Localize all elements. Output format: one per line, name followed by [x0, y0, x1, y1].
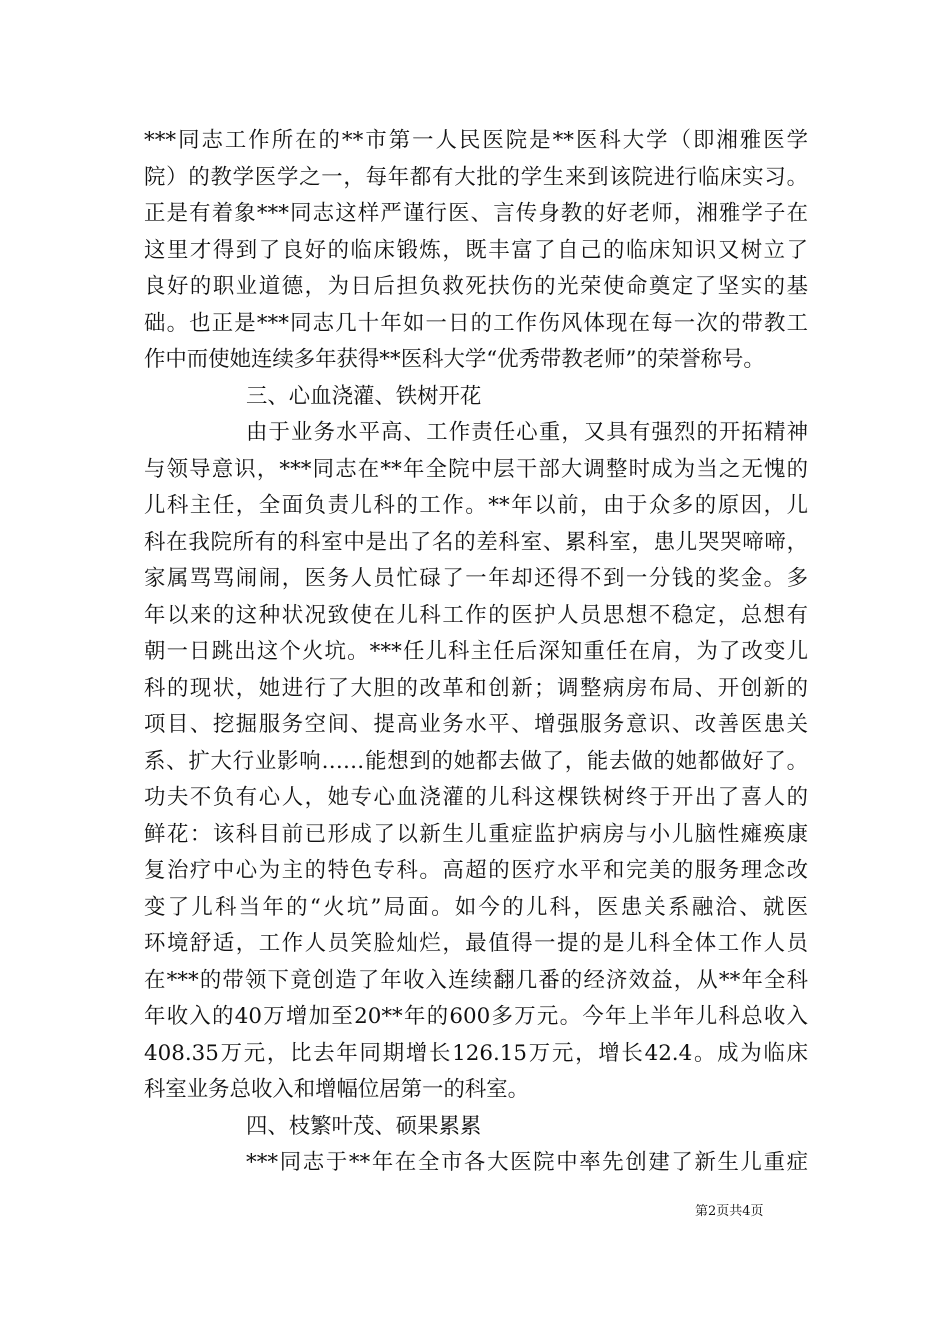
body-line: 这里才得到了良好的临床锻炼，既丰富了自己的临床知识又树立了: [144, 238, 808, 263]
page-number-footer: 第2页共4页: [695, 1204, 764, 1219]
body-line: 年收入的40万增加至20**年的600多万元。今年上半年儿科总收入: [144, 1004, 808, 1029]
body-line: 年以来的这种状况致使在儿科工作的医护人员思想不稳定，总想有: [144, 603, 808, 628]
body-line: 变了儿科当年的“火坑”局面。如今的儿科，医患关系融洽、就医: [144, 895, 808, 920]
paragraph-first-line: 由于业务水平高、工作责任心重，又具有强烈的开拓精神: [246, 420, 808, 445]
body-line: 朝一日跳出这个火坑。***任儿科主任后深知重任在肩，为了改变儿: [144, 639, 808, 664]
section-heading-3: 三、心血浇灌、铁树开花: [246, 384, 482, 409]
body-line: 作中而使她连续多年获得**医科大学“优秀带教老师”的荣誉称号。: [144, 347, 765, 372]
body-line: 科在我院所有的科室中是出了名的差科室、累科室，患儿哭哭啼啼，: [144, 530, 808, 555]
section-heading-4: 四、枝繁叶茂、硕果累累: [246, 1114, 482, 1139]
body-line: 在***的带领下竟创造了年收入连续翻几番的经济效益，从**年全科: [144, 968, 808, 993]
body-line: 科室业务总收入和增幅位居第一的科室。: [144, 1077, 530, 1102]
body-line: 儿科主任，全面负责儿科的工作。**年以前，由于众多的原因，儿: [144, 493, 808, 518]
body-line: 院）的教学医学之一，每年都有大批的学生来到该院进行临床实习。: [144, 165, 808, 190]
paragraph-first-line: ***同志于**年在全市各大医院中率先创建了新生儿重症: [246, 1150, 808, 1175]
body-line: 与领导意识，***同志在**年全院中层干部大调整时成为当之无愧的: [144, 457, 808, 482]
body-line: 功夫不负有心人，她专心血浇灌的儿科这棵铁树终于开出了喜人的: [144, 785, 808, 810]
body-line: 408.35万元，比去年同期增长126.15万元，增长42.4。成为临床: [144, 1041, 808, 1066]
body-line: 良好的职业道德，为日后担负救死扶伤的光荣使命奠定了坚实的基: [144, 274, 808, 299]
body-line: 项目、挖掘服务空间、提高业务水平、增强服务意识、改善医患关: [144, 712, 808, 737]
body-line: ***同志工作所在的**市第一人民医院是**医科大学（即湘雅医学: [144, 128, 808, 153]
body-line: 环境舒适，工作人员笑脸灿烂，最值得一提的是儿科全体工作人员: [144, 931, 808, 956]
body-line: 科的现状，她进行了大胆的改革和创新；调整病房布局、开创新的: [144, 676, 808, 701]
body-line: 正是有着象***同志这样严谨行医、言传身教的好老师，湘雅学子在: [144, 201, 808, 226]
body-line: 家属骂骂闹闹，医务人员忙碌了一年却还得不到一分钱的奖金。多: [144, 566, 808, 591]
body-line: 鲜花：该科目前已形成了以新生儿重症监护病房与小儿脑性瘫痪康: [144, 822, 808, 847]
body-line: 系、扩大行业影响……能想到的她都去做了，能去做的她都做好了。: [144, 749, 808, 774]
body-line: 复治疗中心为主的特色专科。高超的医疗水平和完美的服务理念改: [144, 858, 808, 883]
body-line: 础。也正是***同志几十年如一日的工作伤风体现在每一次的带教工: [144, 311, 808, 336]
